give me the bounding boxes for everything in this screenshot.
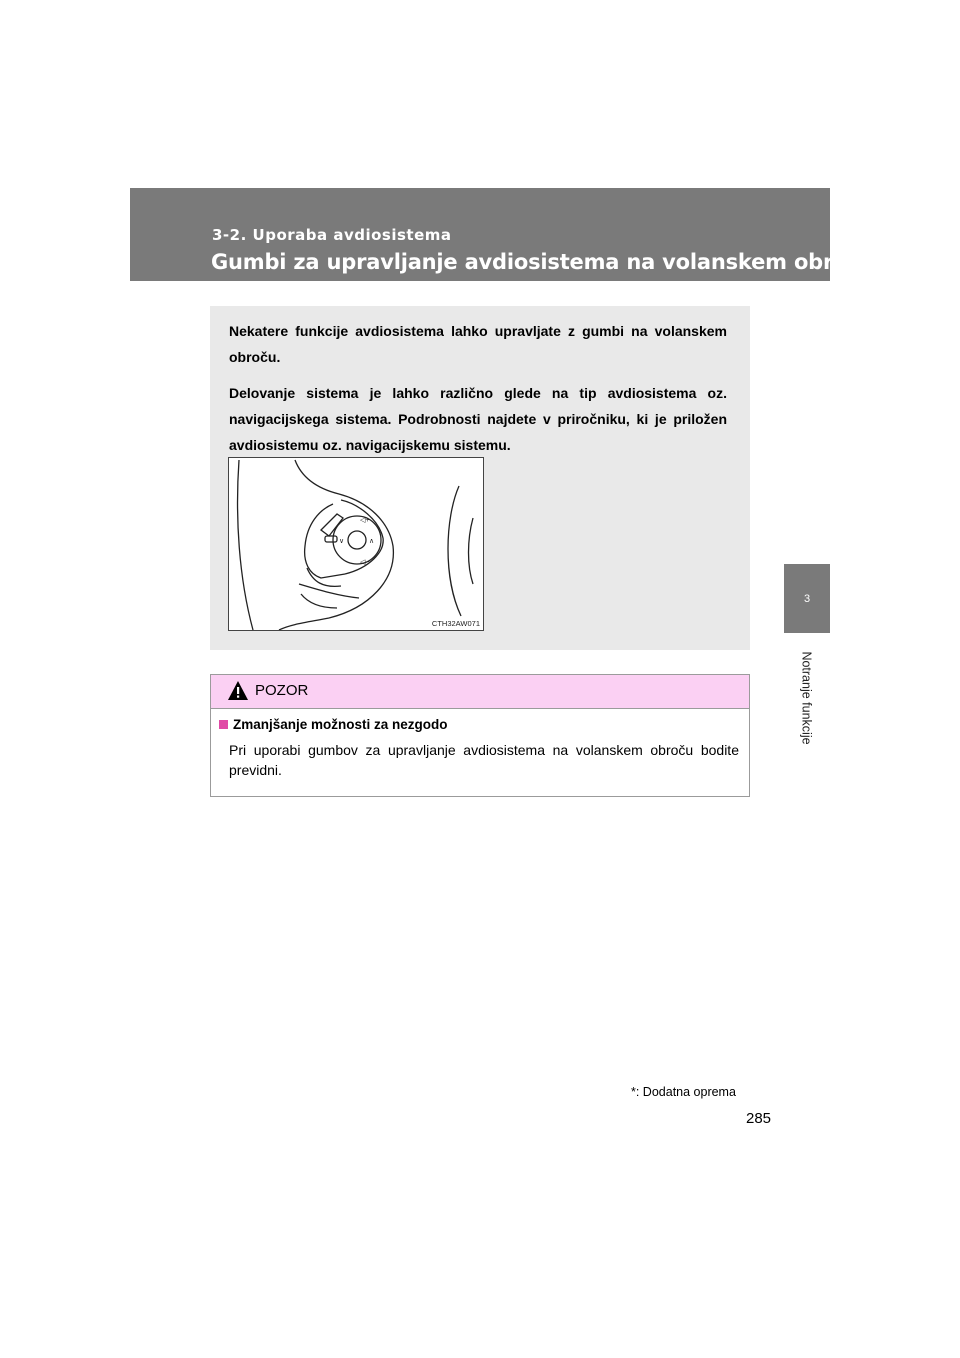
page-title	[211, 250, 881, 274]
warning-header	[211, 675, 749, 709]
intro-paragraph-1: Nekatere funkcije avdiosistema lahko upravljate z gumbi na volanskem obroču.	[229, 323, 727, 365]
svg-text:◁−: ◁−	[360, 559, 370, 566]
warning-box	[210, 674, 750, 797]
steering-wheel-illustration	[228, 457, 484, 631]
svg-text:∨: ∨	[339, 538, 345, 545]
footnote: *: Dodatna oprema	[631, 1085, 736, 1099]
intro-paragraph-2: Delovanje sistema je lahko različno glede na tip avdiosistema oz. navigacijskega sistema. Podrobnosti najdete v priročniku, ki je priložen avdiosistemu oz. navigacijskemu sistemu.	[229, 385, 727, 453]
steering-wheel-drawing	[229, 458, 483, 630]
intro-box	[210, 306, 750, 650]
chapter-tab[interactable]	[784, 564, 830, 633]
svg-text:∧: ∧	[369, 538, 375, 545]
chapter-caption	[784, 633, 830, 763]
chapter-number: 3	[803, 592, 811, 605]
page-number: 285	[746, 1110, 772, 1127]
chapter-title: Notranje funkcije	[800, 651, 815, 745]
warning-subheading-text: Zmanjšanje možnosti za nezgodo	[233, 717, 448, 732]
intro-text	[229, 318, 727, 468]
warning-subheading	[219, 717, 448, 732]
warning-triangle-icon	[227, 680, 249, 701]
bullet-square-icon	[219, 720, 228, 729]
warning-text: Pri uporabi gumbov za upravljanje avdiosistema na volanskem obroču bodite previdni.	[229, 742, 739, 778]
illustration-code: CTH32AW071	[431, 619, 480, 628]
page-title-text: Gumbi za upravljanje avdiosistema na volanskem obroču	[211, 250, 875, 274]
svg-text:◁+: ◁+	[360, 517, 370, 524]
warning-label: POZOR	[255, 682, 309, 699]
optional-equipment-mark: *	[874, 248, 881, 263]
section-label: 3-2. Uporaba avdiosistema	[212, 226, 452, 244]
